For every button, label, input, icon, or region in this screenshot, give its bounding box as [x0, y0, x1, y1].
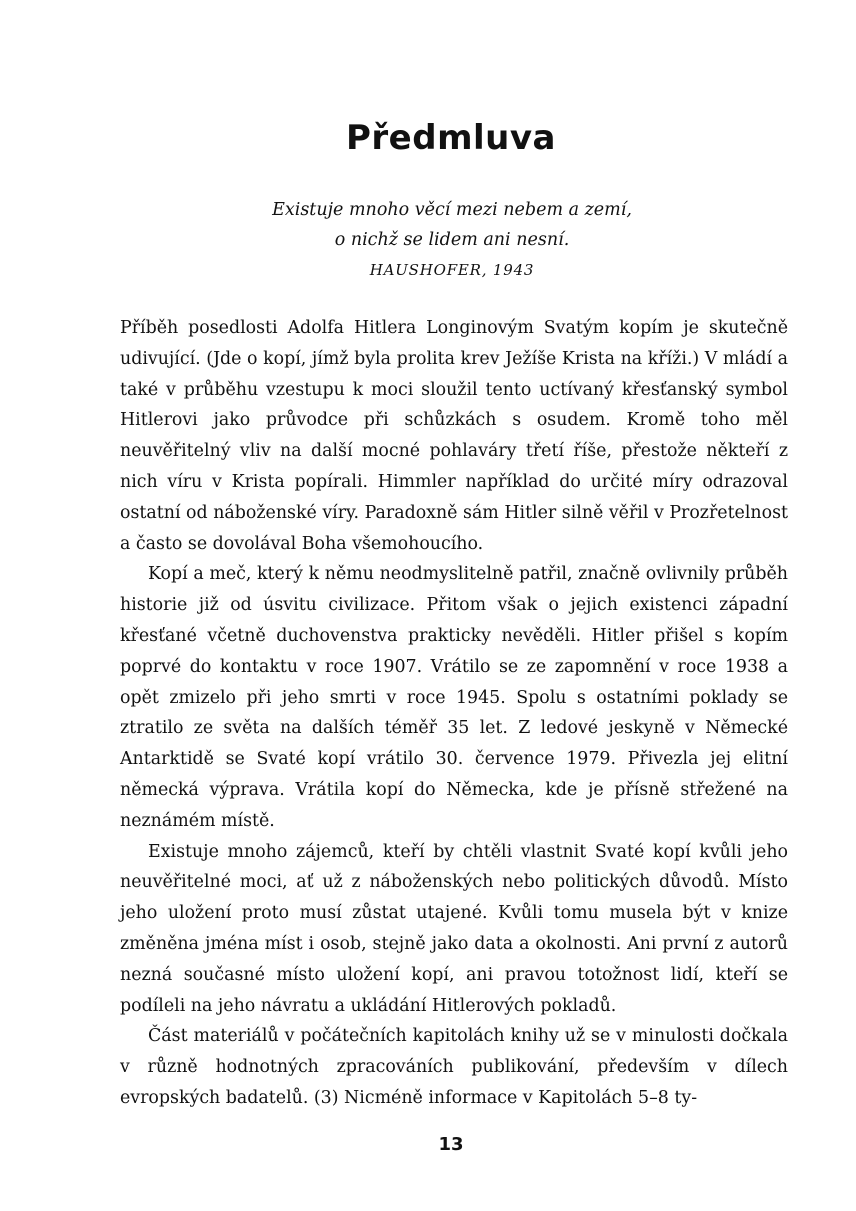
body-text [120, 313, 788, 1114]
page-number: 13 [438, 1134, 464, 1155]
epigraph [0, 195, 856, 285]
paragraph-2: Kopí a meč, který k němu neodmyslitelně patřil, značně ovlivnily průběh historie již od úsvitu civilizace. Přitom však o jejich existenci západní křesťané včetně duchovenstva prakticky nevěděli. Hitler přišel s kopím poprvé do kontaktu v roce 1907. Vrátilo se ze zapomnění v roce 1938 a opět zmizelo při jeho smrti v roce 1945. Spolu s ostatními poklady se ztratilo ze světa na dalších téměř 35 let. Z ledové jeskyně v Německé Antarktidě se Svaté kopí vrátilo 30. července 1979. Přivezla jej elitní německá výprava. Vrátila kopí do Německa, kde je přísně střežené na neznámém místě. [120, 564, 788, 831]
chapter-title: Předmluva [346, 118, 556, 158]
paragraph-4: Část materiálů v počátečních kapitolách knihy už se v minulosti dočkala v různě hodnotných zpracováních publikování, především v dílech evropských badatelů. (3) Nicméně informace v Kapitolách 5–8 ty- [120, 1026, 788, 1108]
paragraph-3: Existuje mnoho zájemců, kteří by chtěli vlastnit Svaté kopí kvůli jeho neuvěřitelné moci, ať už z náboženských nebo politických důvodů. Místo jeho uložení proto musí zůstat utajené. Kvůli tomu musela být v knize změněna jména míst i osob, stejně jako data a okolnosti. Ani první z autorů nezná současné místo uložení kopí, ani pravou totožnost lidí, kteří se podíleli na jeho návratu a ukládání Hitlerových pokladů. [120, 841, 788, 1016]
epigraph-line-1: Existuje mnoho věcí mezi nebem a zemí, [272, 200, 632, 220]
epigraph-line-2: o nichž se lidem ani nesní. [334, 230, 570, 250]
epigraph-attribution: HAUSHOFER, 1943 [369, 261, 535, 279]
paragraph-1: Příběh posedlosti Adolfa Hitlera Longinovým Svatým kopím je skutečně udivující. (Jde o kopí, jímž byla prolita krev Ježíše Krista na kříži.) V mládí a také v průběhu vzestupu k moci sloužil tento uctívaný křesťanský symbol Hitlerovi jako průvodce při schůzkách s osudem. Kromě toho měl neuvěřitelný vliv na další mocné pohlaváry třetí říše, přestože někteří z nich víru v Krista popírali. Himmler například do určité míry odrazoval ostatní od náboženské víry. Paradoxně sám Hitler silně věřil v Prozřetelnost a často se dovolával Boha všemohoucího. [120, 318, 788, 554]
